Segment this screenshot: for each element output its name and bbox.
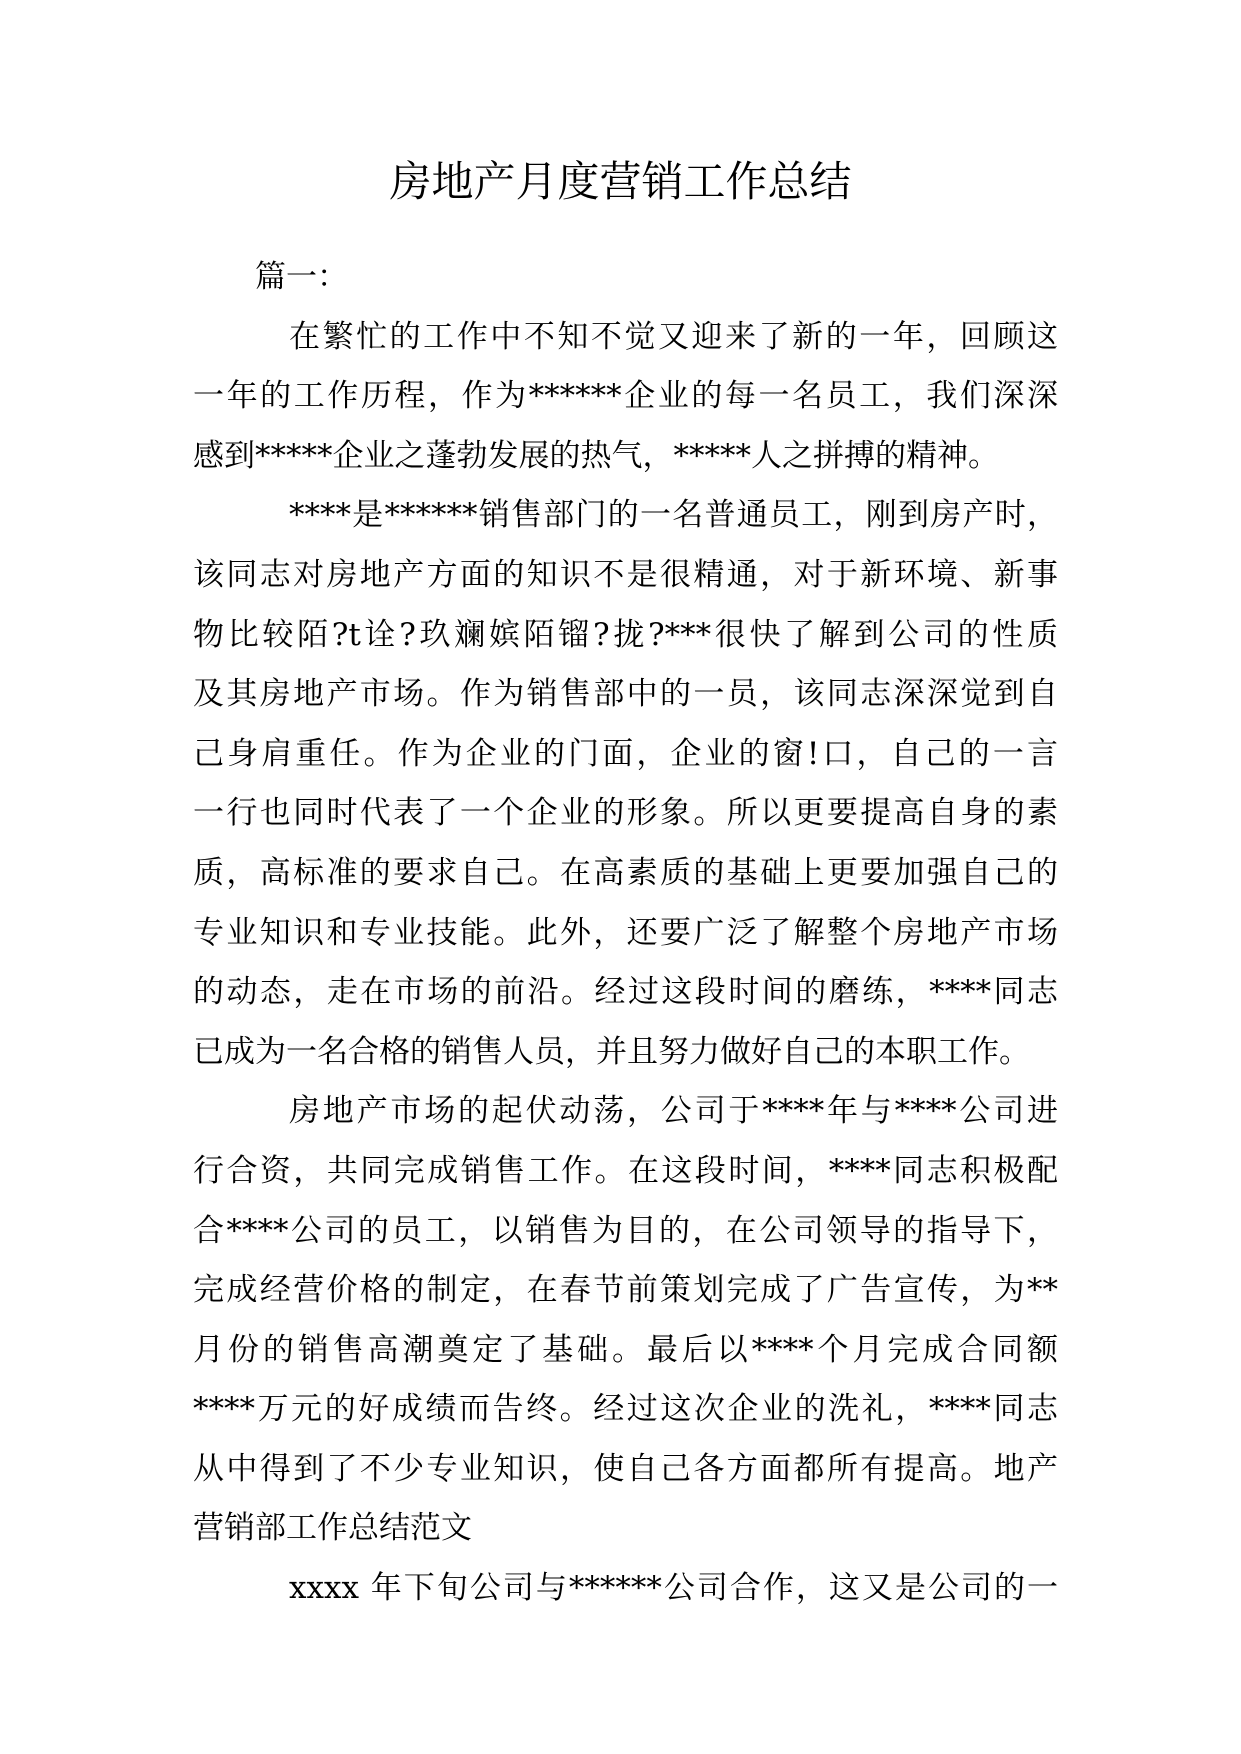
text-line: 及其房地产市场。作为销售部中的一员，该同志深深觉到自: [193, 676, 1058, 713]
text-line: 感到*****企业之蓬勃发展的热气，*****人之拼搏的精神。: [193, 437, 999, 474]
document-body: [193, 248, 1058, 1619]
text-line: 专业知识和专业技能。此外，还要广泛了解整个房地产市场: [193, 914, 1058, 951]
text-line: 行合资，共同完成销售工作。在这段时间，****同志积极配: [193, 1152, 1058, 1189]
text-line: 合****公司的员工，以销售为目的，在公司领导的指导下，: [193, 1212, 1058, 1249]
text-line: 质，高标准的要求自己。在高素质的基础上更要加强自己的: [193, 854, 1058, 891]
text-line: 月份的销售高潮奠定了基础。最后以****个月完成合同额: [193, 1331, 1058, 1368]
text-line: 从中得到了不少专业知识，使自己各方面都所有提高。地产: [193, 1450, 1058, 1487]
document-title: 房地产月度营销工作总结: [389, 157, 852, 206]
text-line: 已成为一名合格的销售人员，并且努力做好自己的本职工作。: [193, 1033, 1030, 1070]
text-line: 一行也同时代表了一个企业的形象。所以更要提高自身的素: [193, 795, 1058, 832]
text-line: 完成经营价格的制定，在春节前策划完成了广告宣传，为**: [193, 1272, 1058, 1309]
text-line: 在繁忙的工作中不知不觉又迎来了新的一年，回顾这: [289, 318, 1058, 355]
text-line: 营销部工作总结范文: [193, 1510, 472, 1547]
text-line: 己身肩重任。作为企业的门面，企业的窗!口，自己的一言: [193, 735, 1058, 772]
text-line: 一年的工作历程，作为******企业的每一名员工，我们深深: [193, 378, 1058, 415]
text-line: 物比较陌?t诠?玖斓嫔陌镏?拢?***很快了解到公司的性质: [193, 616, 1058, 653]
text-line: ****是******销售部门的一名普通员工，刚到房产时，: [289, 497, 1058, 534]
text-line: 的动态，走在市场的前沿。经过这段时间的磨练，****同志: [193, 974, 1058, 1011]
text-line: 房地产市场的起伏动荡，公司于****年与****公司进: [289, 1093, 1058, 1130]
paragraph-lines: [193, 308, 1058, 1619]
section-label: 篇一：: [255, 259, 348, 295]
text-line: xxxx 年下旬公司与******公司合作，这又是公司的一: [289, 1570, 1058, 1607]
text-line: ****万元的好成绩而告终。经过这次企业的洗礼，****同志: [193, 1391, 1058, 1428]
text-line: 该同志对房地产方面的知识不是很精通，对于新环境、新事: [193, 556, 1058, 593]
